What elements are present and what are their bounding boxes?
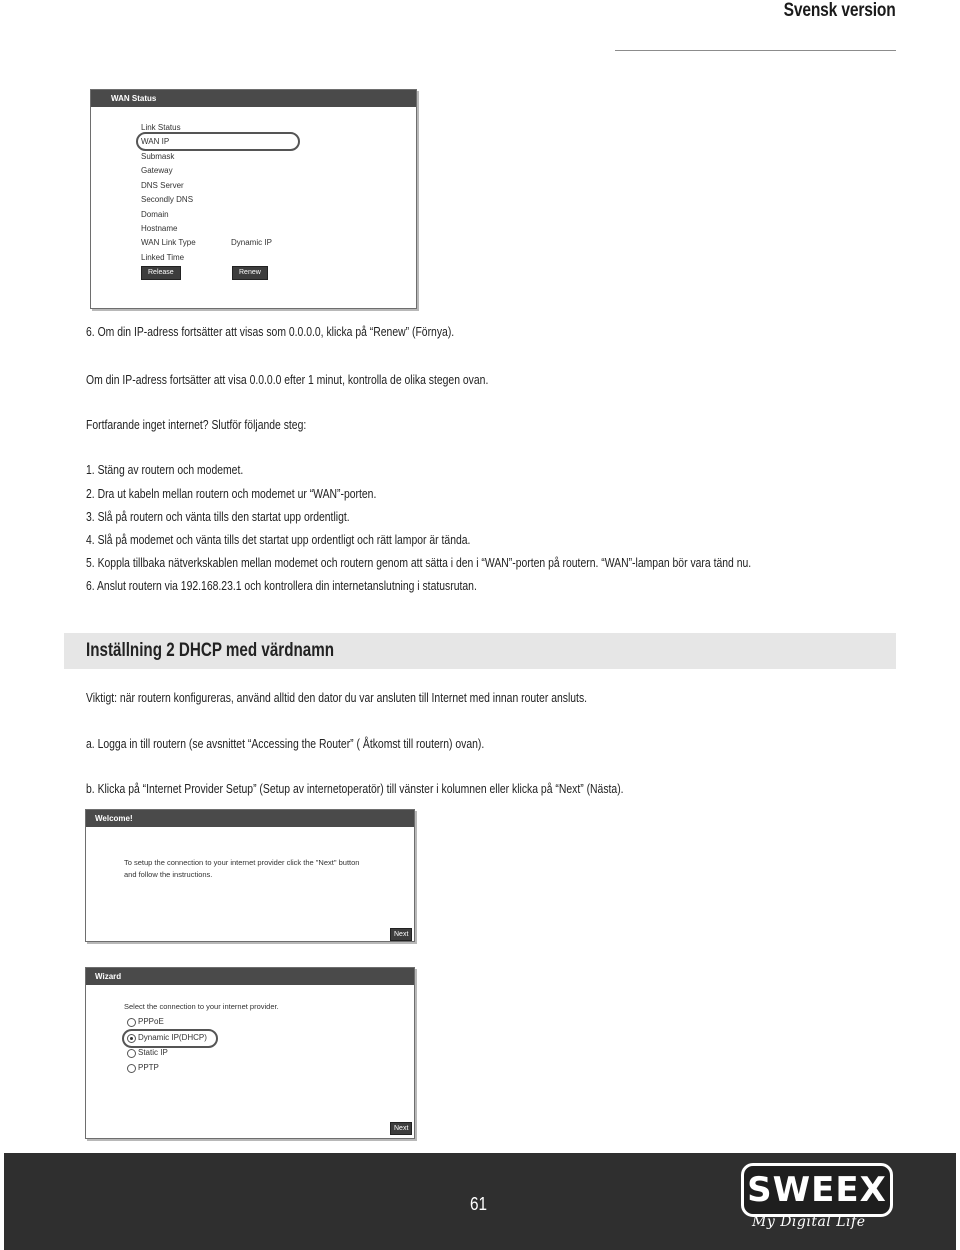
welcome-text-line: and follow the instructions.	[124, 870, 213, 879]
step-item: 6. Anslut routern via 192.168.23.1 och kontrollera din internetanslutning i statusrutan.	[86, 578, 477, 593]
release-button[interactable]: Release	[141, 266, 181, 280]
paragraph-check-steps: Om din IP-adress fortsätter att visa 0.0.0.0 efter 1 minut, kontrolla de olika stegen ovan.	[86, 372, 489, 387]
step-item: 2. Dra ut kabeln mellan routern och modemet ur “WAN”-porten.	[86, 486, 377, 501]
step-b: b. Klicka på “Internet Provider Setup” (Setup av internetoperatör) till vänster i kolumnen eller klicka på “Next” (Nästa).	[86, 781, 624, 796]
wan-row-label: Domain	[141, 210, 169, 219]
step-item: 3. Slå på routern och vänta tills den startat upp ordentligt.	[86, 509, 350, 524]
wizard-title: Wizard	[86, 968, 414, 985]
important-note: Viktigt: när routern konfigureras, använd alltid den dator du var ansluten till Internet med innan router ansluts.	[86, 690, 588, 705]
sweex-logo	[741, 1163, 893, 1217]
welcome-text-line: To setup the connection to your internet provider click the "Next" button	[124, 858, 360, 867]
step-item: 1. Stäng av routern och modemet.	[86, 462, 244, 477]
option-label-pptp: PPTP	[138, 1063, 159, 1072]
wan-row-label: Hostname	[141, 224, 178, 233]
paragraph-renew: 6. Om din IP-adress fortsätter att visas som 0.0.0.0, klicka på “Renew” (Förnya).	[86, 324, 455, 339]
section-title: Inställning 2 DHCP med värdnamn	[86, 640, 335, 661]
step-a: a. Logga in till routern (se avsnittet “Accessing the Router” ( Åtkomst till routern) ovan).	[86, 736, 485, 751]
page-header-title: Svensk version	[783, 0, 896, 21]
wan-row-label: Secondly DNS	[141, 195, 194, 204]
wan-row-label: Link Status	[141, 123, 181, 132]
radio-static-ip[interactable]	[127, 1049, 136, 1058]
radio-pptp[interactable]	[127, 1064, 136, 1073]
wan-status-screenshot	[90, 89, 417, 309]
option-label-dhcp: Dynamic IP(DHCP)	[138, 1033, 207, 1042]
wan-row-label: Submask	[141, 152, 175, 161]
step-item: 4. Slå på modemet och vänta tills det startat upp ordentligt och rätt lampor är tända.	[86, 532, 471, 547]
page-number: 61	[470, 1194, 488, 1214]
option-label-pppoe: PPPoE	[138, 1017, 164, 1026]
welcome-screenshot	[85, 809, 415, 942]
radio-dynamic-ip-dhcp[interactable]	[127, 1034, 136, 1043]
wan-row-label: DNS Server	[141, 181, 184, 190]
logo-tagline: My Digital Life	[752, 1214, 866, 1230]
welcome-title: Welcome!	[86, 810, 414, 827]
renew-button[interactable]: Renew	[232, 266, 268, 280]
step-item: 5. Koppla tillbaka nätverkskablen mellan modemet och routern genom att sätta i den i “WAN”-porten på routern. “WAN”-lampan bör vara tänd nu.	[86, 555, 752, 570]
wan-row-label: WAN Link Type	[141, 238, 196, 247]
wizard-next-button[interactable]: Next	[390, 1122, 412, 1135]
radio-pppoe[interactable]	[127, 1018, 136, 1027]
wan-row-label: Gateway	[141, 166, 173, 175]
wan-link-type-value: Dynamic IP	[231, 238, 272, 247]
wizard-prompt: Select the connection to your internet provider.	[124, 1002, 279, 1011]
sweex-logo-text: SWEEX	[747, 1170, 887, 1210]
welcome-next-button[interactable]: Next	[390, 928, 412, 941]
wan-row-label: Linked Time	[141, 253, 185, 262]
wan-ip-highlight	[136, 132, 300, 151]
option-label-static-ip: Static IP	[138, 1048, 168, 1057]
wizard-screenshot	[85, 967, 415, 1139]
wan-row-label: WAN IP	[141, 137, 170, 146]
header-divider	[615, 50, 896, 51]
wan-status-title: WAN Status	[91, 90, 416, 107]
paragraph-still-no-internet: Fortfarande inget internet? Slutför följande steg:	[86, 417, 307, 432]
